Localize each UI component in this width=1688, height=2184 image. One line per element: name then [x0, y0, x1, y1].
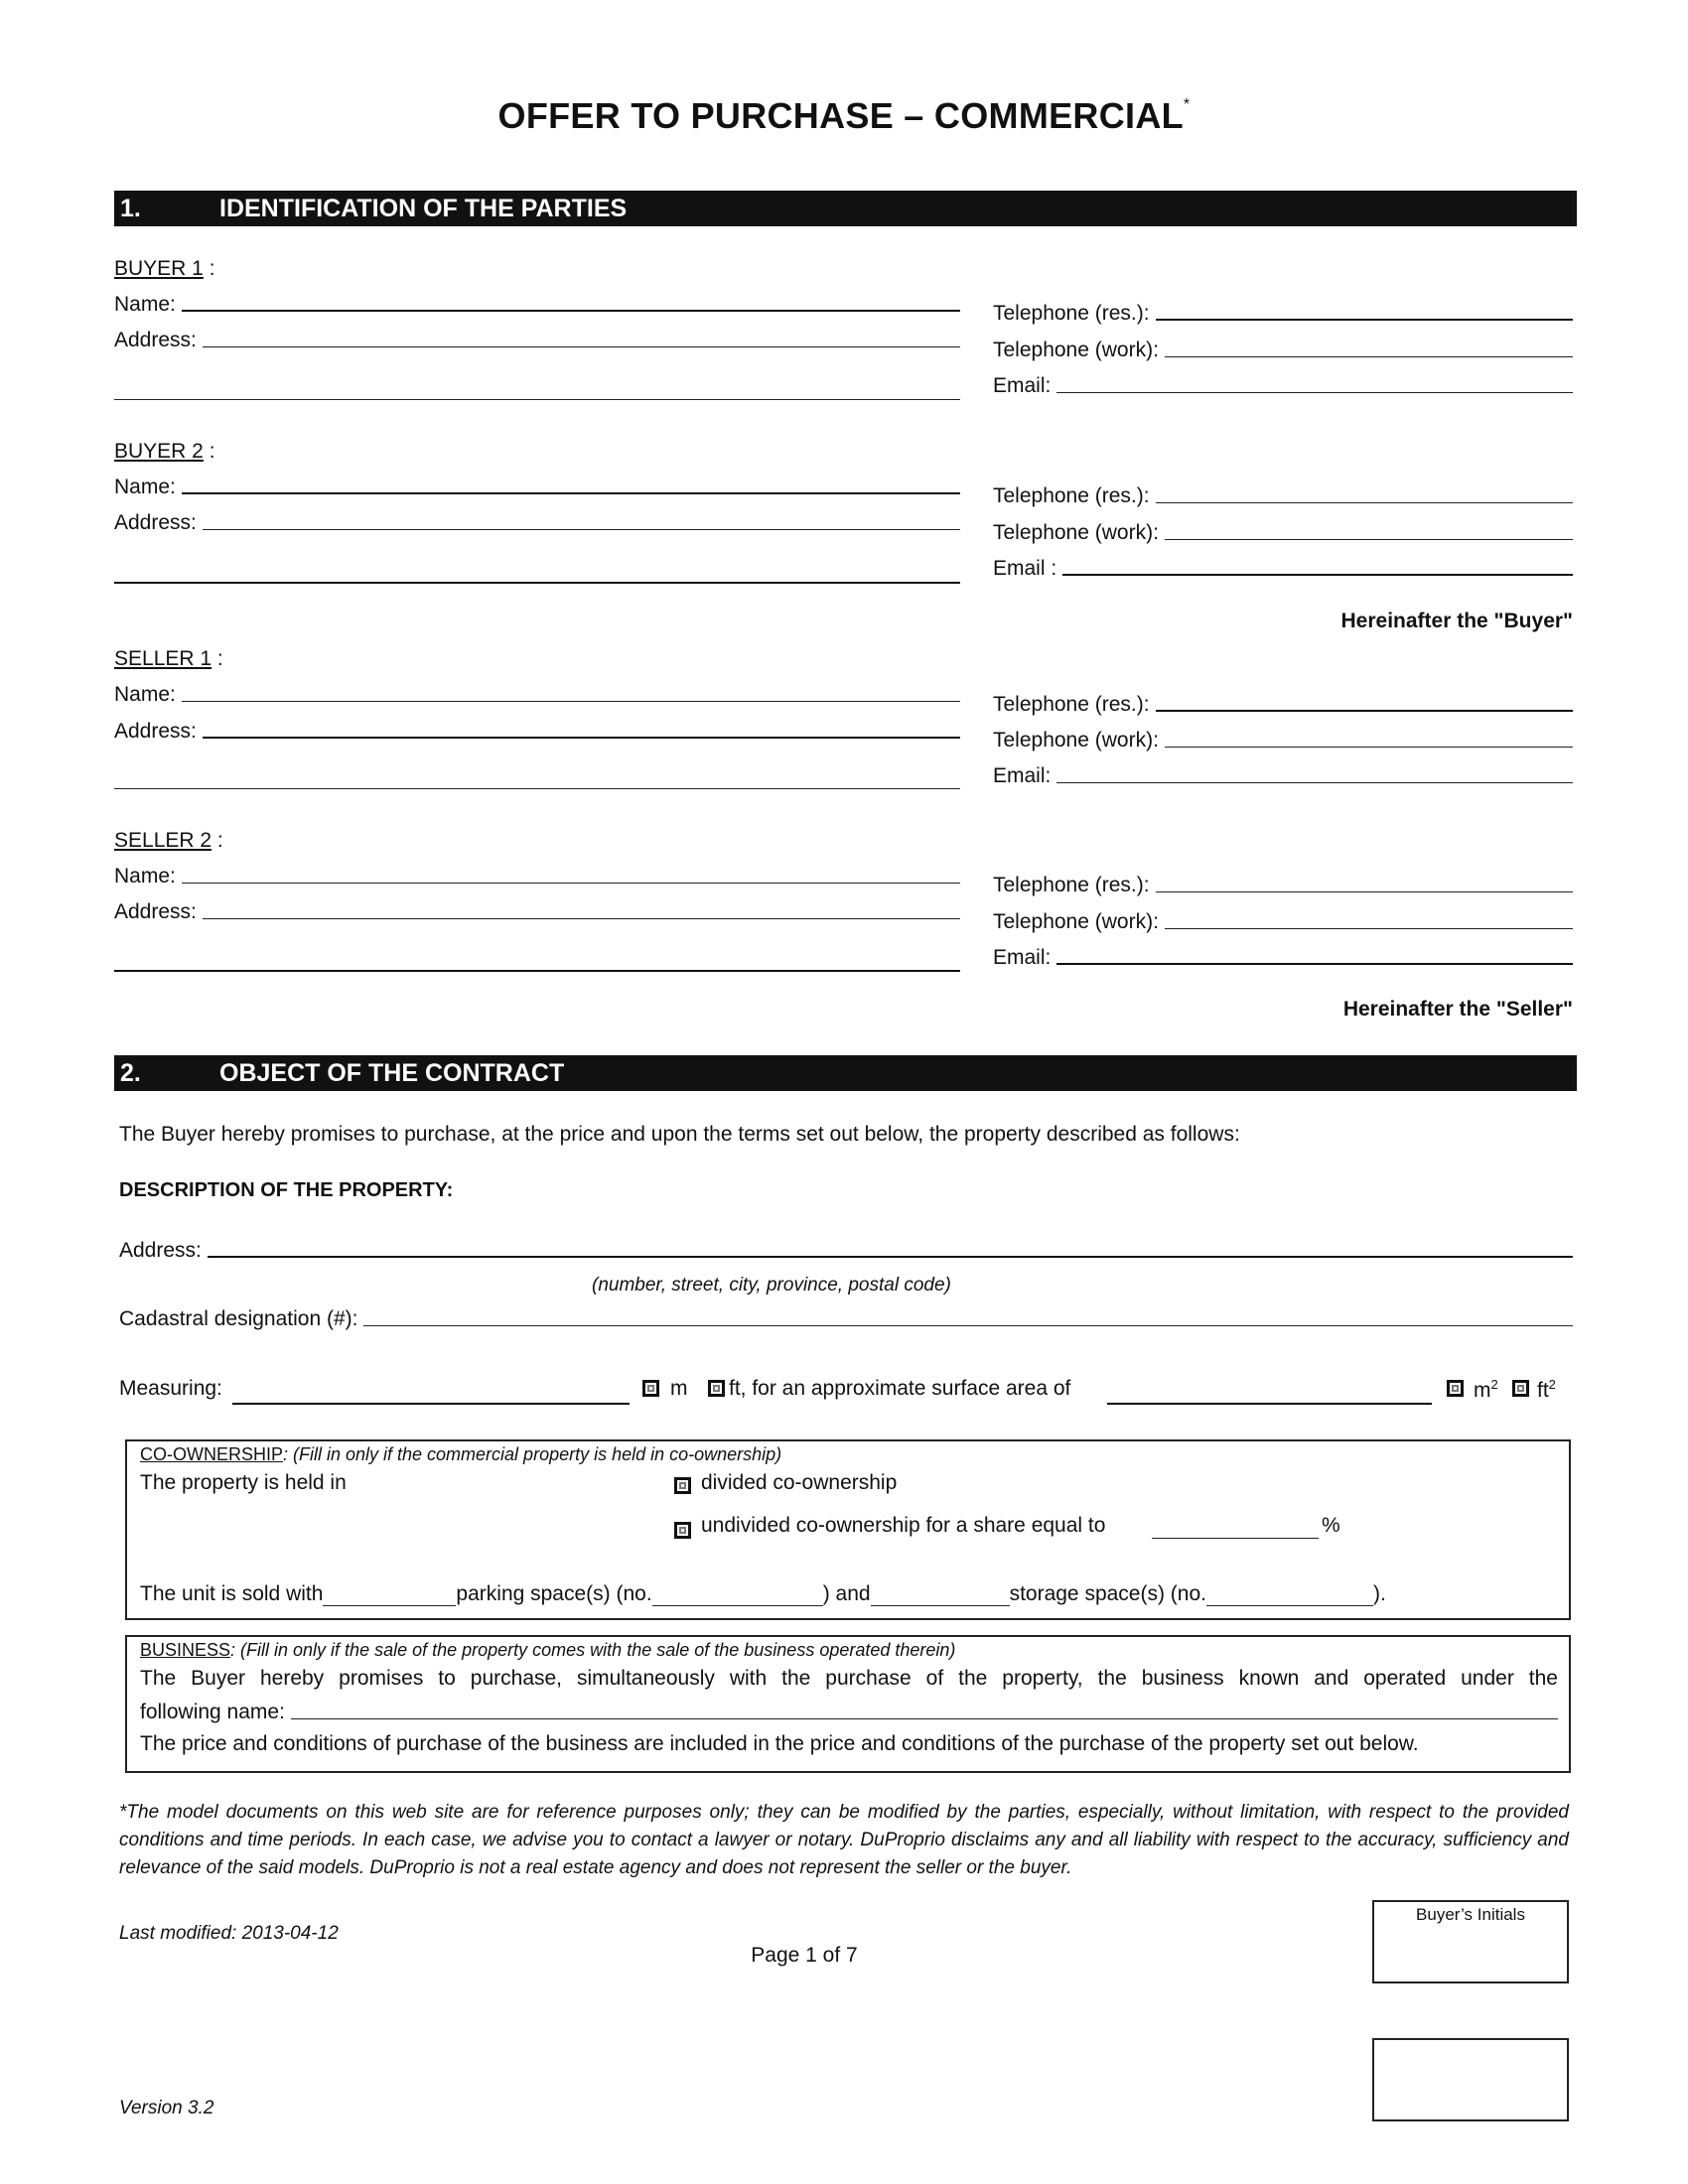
seller-2-tel-res-field[interactable]: Telephone (res.):	[993, 874, 1573, 897]
section-1-title: IDENTIFICATION OF THE PARTIES	[219, 195, 628, 222]
buyer-initials-label: Buyer’s Initials	[1416, 1905, 1525, 1924]
seller-1-email-field[interactable]: Email:	[993, 764, 1573, 788]
buyer-1-address-line-2[interactable]	[114, 399, 960, 400]
buyer-2-email-field[interactable]: Email :	[993, 557, 1573, 581]
checkbox-ft[interactable]	[708, 1380, 725, 1397]
buyer-1-heading: BUYER 1 :	[114, 257, 215, 280]
section-2-header	[114, 1055, 1577, 1091]
parking-number-input[interactable]	[652, 1587, 823, 1606]
seller-1-heading: SELLER 1 :	[114, 647, 223, 670]
buyer-2-name-field[interactable]: Name:	[114, 476, 960, 499]
section-2-title: OBJECT OF THE CONTRACT	[219, 1059, 565, 1087]
seller-2-address-field[interactable]: Address:	[114, 900, 960, 924]
seller-2-name-field[interactable]: Name:	[114, 865, 960, 888]
measuring-input[interactable]	[232, 1403, 630, 1405]
seller-1-name-field[interactable]: Name:	[114, 683, 960, 707]
parking-count-input[interactable]	[323, 1587, 456, 1606]
buyer-1-tel-res-field[interactable]: Telephone (res.):	[993, 302, 1573, 326]
share-input[interactable]	[1152, 1538, 1319, 1539]
checkbox-ft2[interactable]	[1512, 1380, 1529, 1397]
unit-ft-label: ft, for an approximate surface area of	[729, 1377, 1071, 1400]
unit-m-label: m	[670, 1377, 688, 1400]
checkbox-undivided[interactable]	[674, 1522, 691, 1539]
undivided-label: undivided co‑ownership for a share equal to	[701, 1514, 1106, 1537]
seller-2-email-field[interactable]: Email:	[993, 946, 1573, 970]
section-1-number: 1.	[120, 195, 141, 222]
storage-count-input[interactable]	[871, 1587, 1010, 1606]
buyer-2-address-field[interactable]: Address:	[114, 511, 960, 535]
disclaimer: *The model documents on this web site are for reference purposes only; they can be modified by the parties, especially, without limitation, with respect to the provided conditions and time periods. In each case, we advise you to contact a lawyer or notary. DuProprio disclaims any and all liability with respect to the accuracy, sufficiency and relevance of the said models. DuProprio is not a real estate agency and does not represent the seller or the buyer.	[119, 1802, 1569, 1878]
section-1-header	[114, 191, 1577, 226]
title-text: OFFER TO PURCHASE – COMMERCIAL	[497, 95, 1184, 136]
seller-2-heading: SELLER 2 :	[114, 829, 223, 852]
description-heading: DESCRIPTION OF THE PROPERTY:	[119, 1179, 454, 1201]
hereinafter-seller: Hereinafter the "Seller"	[1342, 998, 1573, 1021]
hereinafter-buyer: Hereinafter the "Buyer"	[1340, 610, 1573, 632]
held-in-label: The property is held in	[140, 1471, 347, 1494]
page-number: Page 1 of 7	[751, 1944, 858, 1967]
unit-ft2-label: $ft^2$	[1537, 1377, 1556, 1402]
property-address-hint: (number, street, city, province, postal code)	[592, 1275, 951, 1296]
buyer-2-tel-work-field[interactable]: Telephone (work):	[993, 521, 1573, 545]
title-footnote-mark: *	[1183, 96, 1191, 113]
business-name-field[interactable]: following name:	[140, 1701, 1558, 1724]
property-address-field[interactable]: Address:	[119, 1239, 1573, 1263]
buyer-2-address-line-2[interactable]	[114, 582, 960, 584]
seller-2-tel-work-field[interactable]: Telephone (work):	[993, 910, 1573, 934]
document-title	[0, 95, 1688, 137]
checkbox-m2[interactable]	[1447, 1380, 1464, 1397]
measuring-row	[119, 1377, 1579, 1407]
business-text-2: The price and conditions of purchase of the business are included in the price and conditions of the purchase of the property set out below.	[140, 1732, 1419, 1755]
co-ownership-box	[125, 1439, 1571, 1620]
seller-2-address-line-2[interactable]	[114, 970, 960, 972]
divided-label: divided co‑ownership	[701, 1471, 898, 1494]
business-heading: BUSINESS: (Fill in only if the sale of the property comes with the sale of the business operated therein)	[140, 1640, 956, 1660]
seller-1-tel-res-field[interactable]: Telephone (res.):	[993, 693, 1573, 717]
section-2-number: 2.	[120, 1059, 141, 1087]
version: Version 3.2	[119, 2098, 214, 2118]
last-modified: Last modified: 2013‑04‑12	[119, 1923, 339, 1944]
seller-1-address-line-2[interactable]	[114, 788, 960, 789]
unit-sold-line: The unit is sold with parking space(s) (no. ) and storage space(s) (no. ).	[140, 1582, 1386, 1605]
storage-number-input[interactable]	[1206, 1587, 1373, 1606]
seller-1-address-field[interactable]: Address:	[114, 720, 960, 744]
seller-1-tel-work-field[interactable]: Telephone (work):	[993, 729, 1573, 752]
buyer-1-tel-work-field[interactable]: Telephone (work):	[993, 339, 1573, 362]
co-ownership-heading: CO‑OWNERSHIP: (Fill in only if the commercial property is held in co‑ownership)	[140, 1444, 782, 1464]
surface-area-input[interactable]	[1107, 1403, 1432, 1405]
business-text-1: The Buyer hereby promises to purchase, simultaneously with the purchase of the property, the business known and operated under the	[140, 1667, 1558, 1690]
buyer-2-heading: BUYER 2 :	[114, 440, 215, 463]
seller-initials-box[interactable]	[1372, 2038, 1569, 2121]
buyer-2-tel-res-field[interactable]: Telephone (res.):	[993, 484, 1573, 508]
buyer-1-name-field[interactable]: Name:	[114, 293, 960, 317]
business-box	[125, 1635, 1571, 1773]
unit-m2-label: $m^2$	[1474, 1377, 1498, 1402]
cadastral-field[interactable]: Cadastral designation (#):	[119, 1307, 1573, 1331]
checkbox-divided[interactable]	[674, 1477, 691, 1494]
percent-sign: %	[1322, 1514, 1340, 1537]
checkbox-m[interactable]	[642, 1380, 659, 1397]
measuring-label: Measuring:	[119, 1377, 222, 1400]
intro-text: The Buyer hereby promises to purchase, at the price and upon the terms set out below, the property described as follows:	[119, 1123, 1240, 1146]
buyer-initials-box[interactable]	[1372, 1900, 1569, 1983]
buyer-1-address-field[interactable]: Address:	[114, 329, 960, 352]
buyer-1-email-field[interactable]: Email:	[993, 374, 1573, 398]
